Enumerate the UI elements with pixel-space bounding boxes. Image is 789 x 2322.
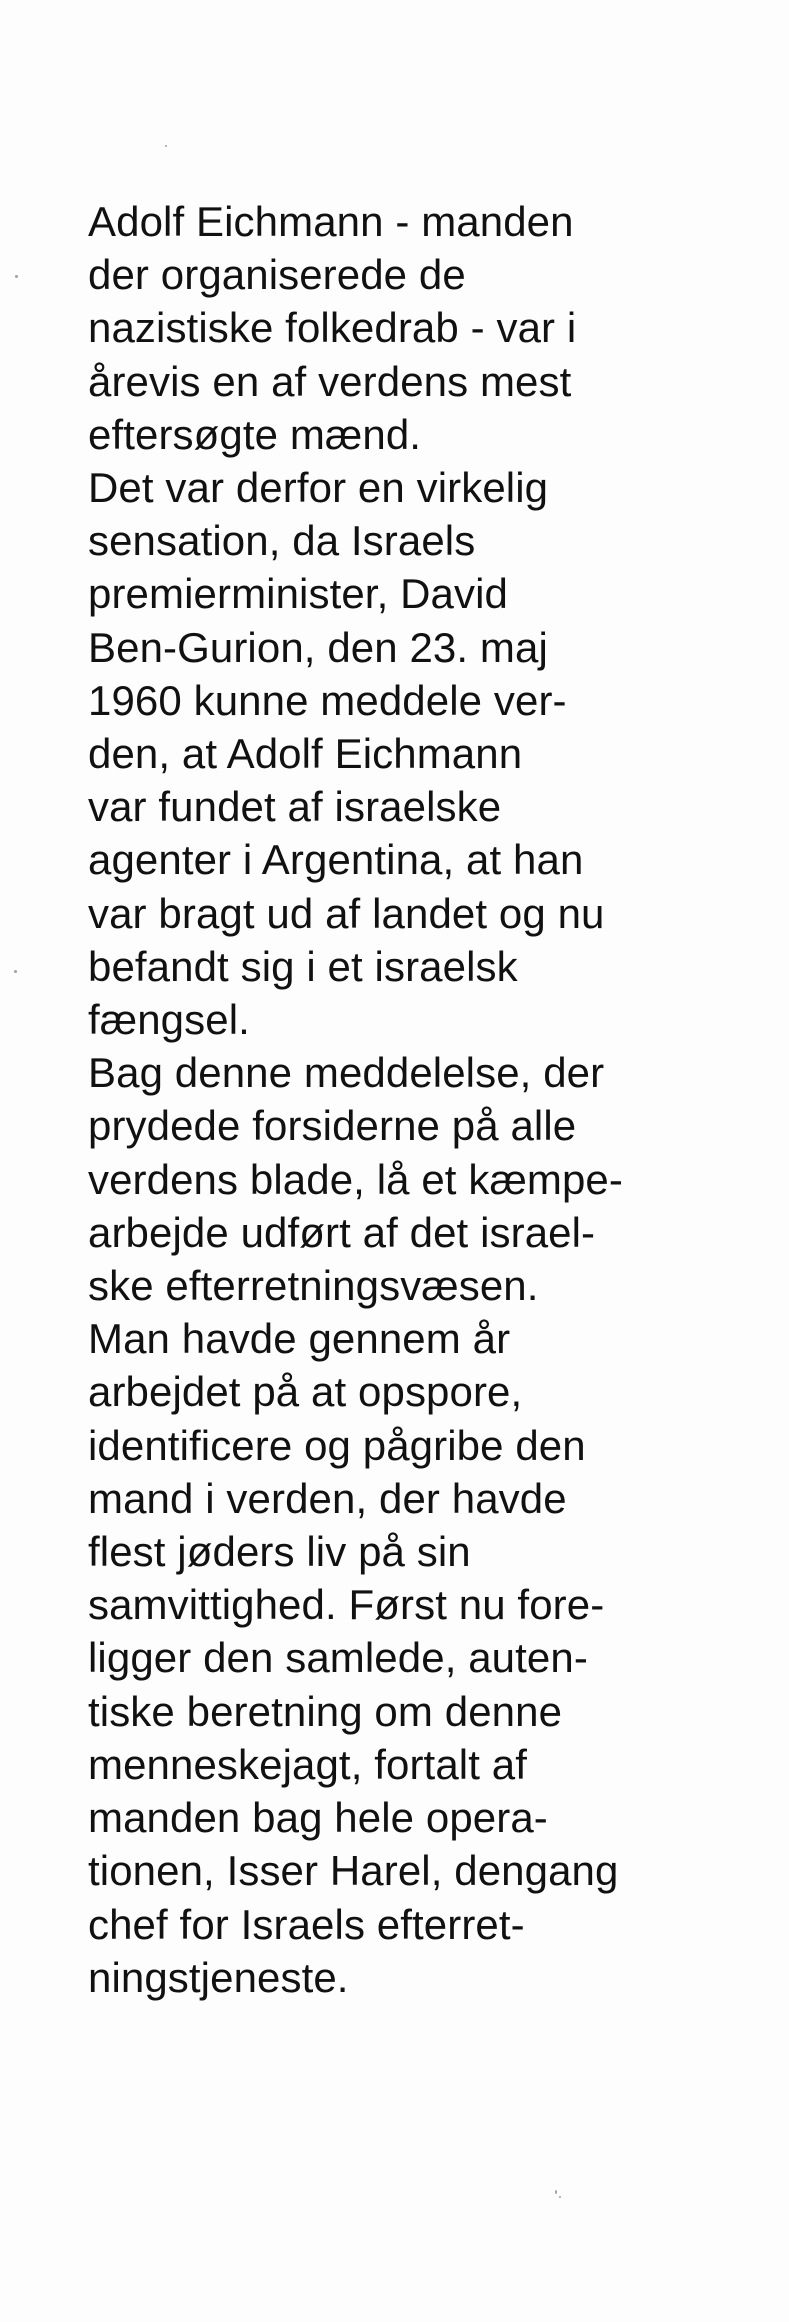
text-line: ske efterretningsvæsen. — [88, 1262, 539, 1310]
text-line: agenter i Argentina, at han — [88, 836, 584, 884]
text-line: chef for Israels efterret- — [88, 1900, 525, 1948]
text-line: sensation, da Israels — [88, 517, 476, 565]
paper-speck — [559, 2196, 561, 2198]
blurb-text — [88, 195, 758, 2004]
text-line: 1960 kunne meddele ver- — [88, 676, 567, 724]
text-line: eftersøgte mænd. — [88, 410, 422, 458]
text-line: prydede forsiderne på alle — [88, 1102, 577, 1150]
text-line: der organiserede de — [88, 251, 466, 299]
text-line: var bragt ud af landet og nu — [88, 889, 605, 937]
text-line: årevis en af verdens mest — [88, 357, 572, 405]
text-line: tionen, Isser Harel, dengang — [88, 1847, 619, 1895]
text-line: flest jøders liv på sin — [88, 1528, 471, 1576]
text-line: befandt sig i et israelsk — [88, 942, 518, 990]
text-line: arbejde udført af det israel- — [88, 1208, 596, 1256]
text-line: Adolf Eichmann - manden — [88, 198, 574, 245]
text-line: Man havde gennem år — [88, 1315, 511, 1363]
text-line: identificere og pågribe den — [88, 1421, 586, 1469]
text-line: samvittighed. Først nu fore- — [88, 1581, 605, 1629]
text-line: Det var derfor en virkelig — [88, 464, 549, 512]
text-line: nazistiske folkedrab - var i — [88, 304, 577, 352]
paper-speck — [14, 970, 17, 973]
paper-speck — [165, 145, 167, 147]
text-line: Bag denne meddelelse, der — [88, 1049, 605, 1097]
text-line: mand i verden, der havde — [88, 1474, 567, 1522]
text-line: premierminister, David — [88, 570, 508, 618]
text-line: Ben-Gurion, den 23. maj — [88, 623, 548, 671]
text-line: tiske beretning om denne — [88, 1687, 563, 1735]
paper-speck — [15, 275, 18, 278]
text-line: fængsel. — [88, 996, 250, 1044]
paper-speck — [555, 2190, 557, 2194]
text-line: arbejdet på at opspore, — [88, 1368, 523, 1416]
text-line: den, at Adolf Eichmann — [88, 730, 523, 778]
text-line: ningstjeneste. — [88, 1953, 349, 2001]
text-line: manden bag hele opera- — [88, 1794, 548, 1842]
text-line: var fundet af israelske — [88, 783, 502, 831]
text-line: verdens blade, lå et kæmpe- — [88, 1155, 623, 1203]
text-line: ligger den samlede, auten- — [88, 1634, 588, 1682]
text-line: menneskejagt, fortalt af — [88, 1740, 527, 1788]
